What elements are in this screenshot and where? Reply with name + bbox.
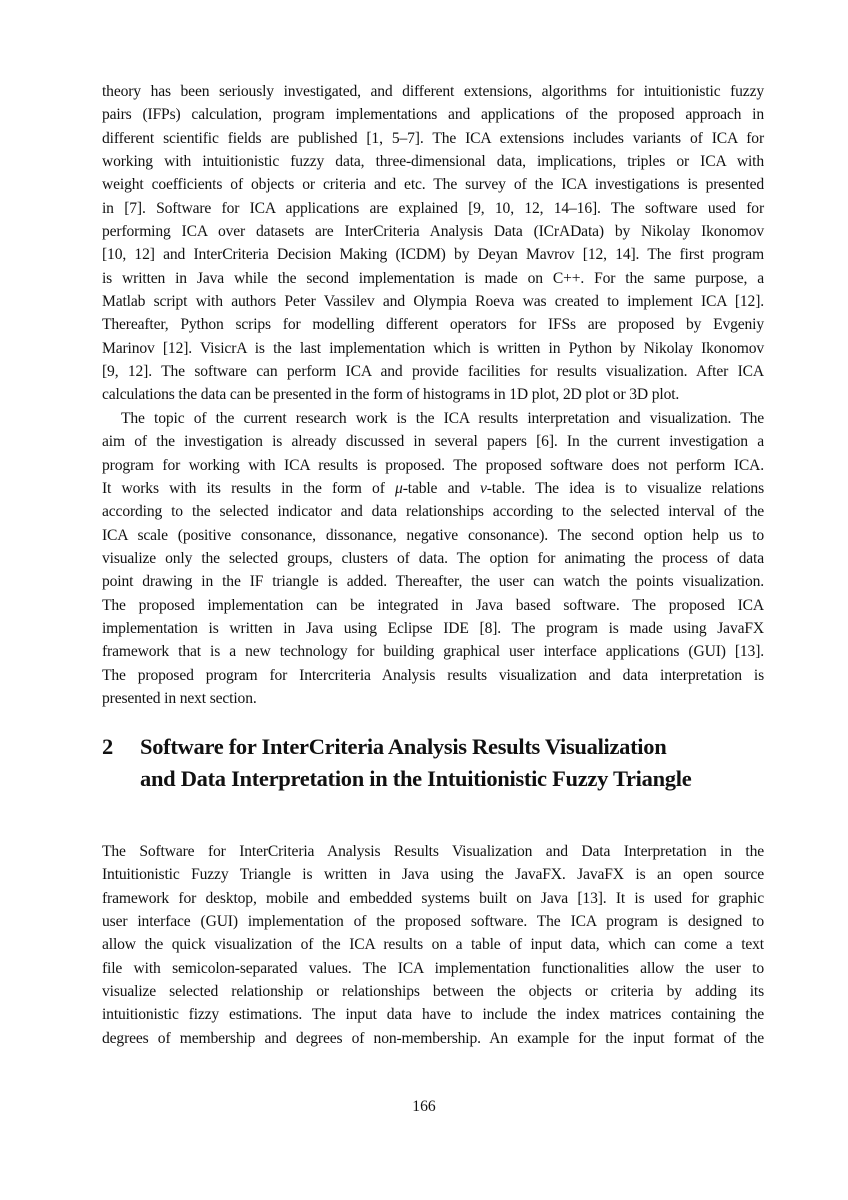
text-line: Intuitionistic Fuzzy Triangle is written in Java using the JavaFX. JavaFX is an open source — [102, 866, 764, 884]
text-fragment: It works with its results in the form of — [102, 479, 396, 497]
page-number: 166 — [412, 1098, 436, 1115]
text-line: The Software for InterCriteria Analysis Results Visualization and Data Interpretation in the — [102, 843, 764, 860]
text-line: framework for desktop, mobile and embedded systems built on Java [13]. It is used for graphic — [102, 889, 764, 907]
text-line: Matlab script with authors Peter Vassilev and Olympia Roeva was created to implement ICA [12]. — [102, 293, 764, 311]
intro-text-block — [102, 80, 764, 710]
text-line: visualize only the selected groups, clusters of data. The option for animating the process of data — [102, 549, 764, 567]
text-line: is written in Java while the second implementation is made on C++. For the same purpose, a — [102, 269, 764, 287]
text-fragment: -table and — [402, 479, 480, 497]
text-line: pairs (IFPs) calculation, program implementations and applications of the proposed approach in — [102, 106, 764, 124]
text-line: framework that is a new technology for building graphical user interface applications (GUI) [13]. — [102, 643, 764, 661]
section-2-paragraph-1 — [102, 840, 764, 1050]
section-title-line-1: Software for InterCriteria Analysis Results Visualization — [140, 734, 667, 759]
section-title — [140, 731, 802, 795]
text-line: visualize selected relationship or relationships between the objects or criteria by adding its — [102, 983, 764, 1001]
text-line: allow the quick visualization of the ICA results on a table of input data, which can come a text — [102, 936, 764, 954]
text-line: according to the selected indicator and data relationships according to the selected interval of the — [102, 503, 764, 521]
text-line: degrees of membership and degrees of non-membership. An example for the input format of the — [102, 1029, 764, 1047]
text-line: weight coefficients of objects or criteria and etc. The survey of the ICA investigations is presented — [102, 176, 764, 194]
text-line: calculations the data can be presented in the form of histograms in 1D plot, 2D plot or 3D plot. — [102, 386, 680, 404]
text-line: file with semicolon-separated values. The ICA implementation functionalities allow the user to — [102, 959, 764, 977]
nu-symbol: ν — [479, 479, 487, 497]
text-line: presented in next section. — [102, 689, 257, 707]
text-line: [10, 12] and InterCriteria Decision Making (ICDM) by Deyan Mavrov [12, 14]. The first program — [102, 246, 764, 264]
text-line: intuitionistic fizzy estimations. The input data have to include the index matrices containing the — [102, 1006, 764, 1024]
text-line: in [7]. Software for ICA applications are explained [9, 10, 12, 14–16]. The software used for — [102, 199, 764, 217]
text-line: [9, 12]. The software can perform ICA and provide facilities for results visualization. After ICA — [102, 363, 764, 381]
text-line-with-greek — [102, 477, 764, 500]
section-title-line-2: and Data Interpretation in the Intuitionistic Fuzzy Triangle — [140, 766, 692, 791]
intro-paragraph-2 — [102, 407, 764, 710]
text-line: implementation is written in Java using Eclipse IDE [8]. The program is made using JavaFX — [102, 619, 764, 637]
text-line: working with intuitionistic fuzzy data, three-dimensional data, implications, triples or ICA with — [102, 153, 764, 171]
section-2-text-block — [102, 840, 764, 1050]
text-line: aim of the investigation is already discussed in several papers [6]. In the current investigation a — [102, 433, 764, 451]
text-line: theory has been seriously investigated, and different extensions, algorithms for intuitionistic fuzzy — [102, 83, 764, 100]
text-line: Marinov [12]. VisicrA is the last implementation which is written in Python by Nikolay Ikonomov — [102, 339, 764, 357]
section-heading — [102, 731, 802, 795]
text-line: program for working with ICA results is proposed. The proposed software does not perform ICA. — [102, 456, 764, 474]
text-line: Thereafter, Python scrips for modelling different operators for IFSs are proposed by Evgeniy — [102, 316, 764, 334]
text-line: The proposed program for Intercriteria Analysis results visualization and data interpretation is — [102, 666, 764, 684]
text-line: performing ICA over datasets are InterCriteria Analysis Data (ICrAData) by Nikolay Ikonomov — [102, 223, 764, 241]
text-line: different scientific fields are published [1, 5–7]. The ICA extensions includes variants of ICA for — [102, 129, 764, 147]
text-line: The topic of the current research work is the ICA results interpretation and visualization. The — [121, 409, 764, 427]
text-line: user interface (GUI) implementation of the proposed software. The ICA program is designed to — [102, 913, 764, 931]
text-line: The proposed implementation can be integrated in Java based software. The proposed ICA — [102, 596, 764, 614]
mu-symbol: μ — [395, 479, 403, 497]
text-line: point drawing in the IF triangle is added. Thereafter, the user can watch the points visualization. — [102, 573, 764, 591]
intro-paragraph-1 — [102, 80, 764, 407]
section-number: 2 — [102, 734, 114, 759]
text-fragment: -table. The idea is to visualize relations — [486, 479, 764, 497]
text-line: ICA scale (positive consonance, dissonance, negative consonance). The second option help us to — [102, 526, 764, 544]
